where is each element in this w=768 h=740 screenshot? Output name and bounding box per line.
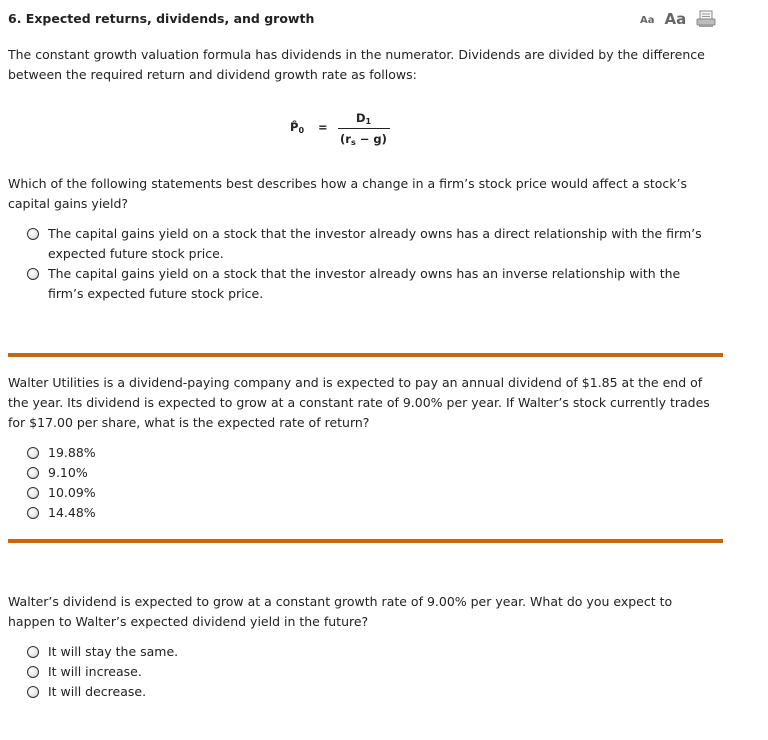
option-9-10[interactable] [27, 463, 96, 483]
option-10-09[interactable] [27, 483, 96, 503]
question-1: Which of the following statements best describes how a change in a firm’s stock price would affect a stock’s capital gains yield? [8, 176, 687, 211]
option-label: 19.88% [48, 445, 96, 460]
option-label: 10.09% [48, 485, 96, 500]
option-label: The capital gains yield on a stock that the investor already owns has an inverse relationship with the firm’s expected future stock price. [48, 266, 681, 301]
toolbar [640, 10, 716, 28]
question-2: Walter Utilities is a dividend-paying company and is expected to pay an annual dividend of $1.85 at the end of the year. Its dividend is expected to grow at a constant rate of 9.00% per year. If Walter’s stock currently trades for $17.00 per share, what is the expected rate of return? [8, 375, 710, 430]
radio-button[interactable] [27, 646, 39, 658]
formula-equals: = [318, 120, 328, 134]
option-increase[interactable] [27, 662, 178, 682]
radio-button[interactable] [27, 487, 39, 499]
option-inverse-relationship[interactable] [27, 264, 708, 304]
formula-fraction-bar [338, 128, 390, 129]
decrease-font-button[interactable]: Aa [640, 15, 655, 26]
option-decrease[interactable] [27, 682, 178, 702]
radio-button[interactable] [27, 507, 39, 519]
print-icon[interactable] [696, 10, 716, 28]
option-label: 14.48% [48, 505, 96, 520]
option-direct-relationship[interactable] [27, 224, 708, 264]
question-3-options [27, 642, 178, 702]
increase-font-button[interactable]: Aa [664, 10, 687, 28]
option-label: It will decrease. [48, 684, 147, 699]
option-19-88[interactable] [27, 443, 96, 463]
radio-button[interactable] [27, 447, 39, 459]
question-1-options [27, 224, 708, 304]
radio-button[interactable] [27, 467, 39, 479]
option-label: It will increase. [48, 664, 142, 679]
option-label: 9.10% [48, 465, 88, 480]
formula-intro: The constant growth valuation formula has dividends in the numerator. Dividends are divided by the difference between the required return and dividend growth rate as follows: [8, 47, 705, 82]
question-3: Walter’s dividend is expected to grow at a constant growth rate of 9.00% per year. What do you expect to happen to Walter’s expected dividend yield in the future? [8, 594, 673, 629]
section-divider [8, 539, 723, 543]
option-label: The capital gains yield on a stock that the investor already owns has a direct relationship with the firm’s expected future stock price. [48, 226, 702, 261]
formula-denominator: $(r_s - g)$ [340, 132, 387, 147]
option-label: It will stay the same. [48, 644, 179, 659]
formula-price: $P̂_0$ [290, 120, 305, 135]
radio-button[interactable] [27, 228, 39, 240]
radio-button[interactable] [27, 686, 39, 698]
option-stay-same[interactable] [27, 642, 178, 662]
radio-button[interactable] [27, 666, 39, 678]
formula-numerator: $D_1$ [356, 111, 372, 126]
question-2-options [27, 443, 96, 523]
radio-button[interactable] [27, 268, 39, 280]
page-title: 6. Expected returns, dividends, and growth [8, 11, 315, 26]
option-14-48[interactable] [27, 503, 96, 523]
section-divider [8, 353, 723, 357]
